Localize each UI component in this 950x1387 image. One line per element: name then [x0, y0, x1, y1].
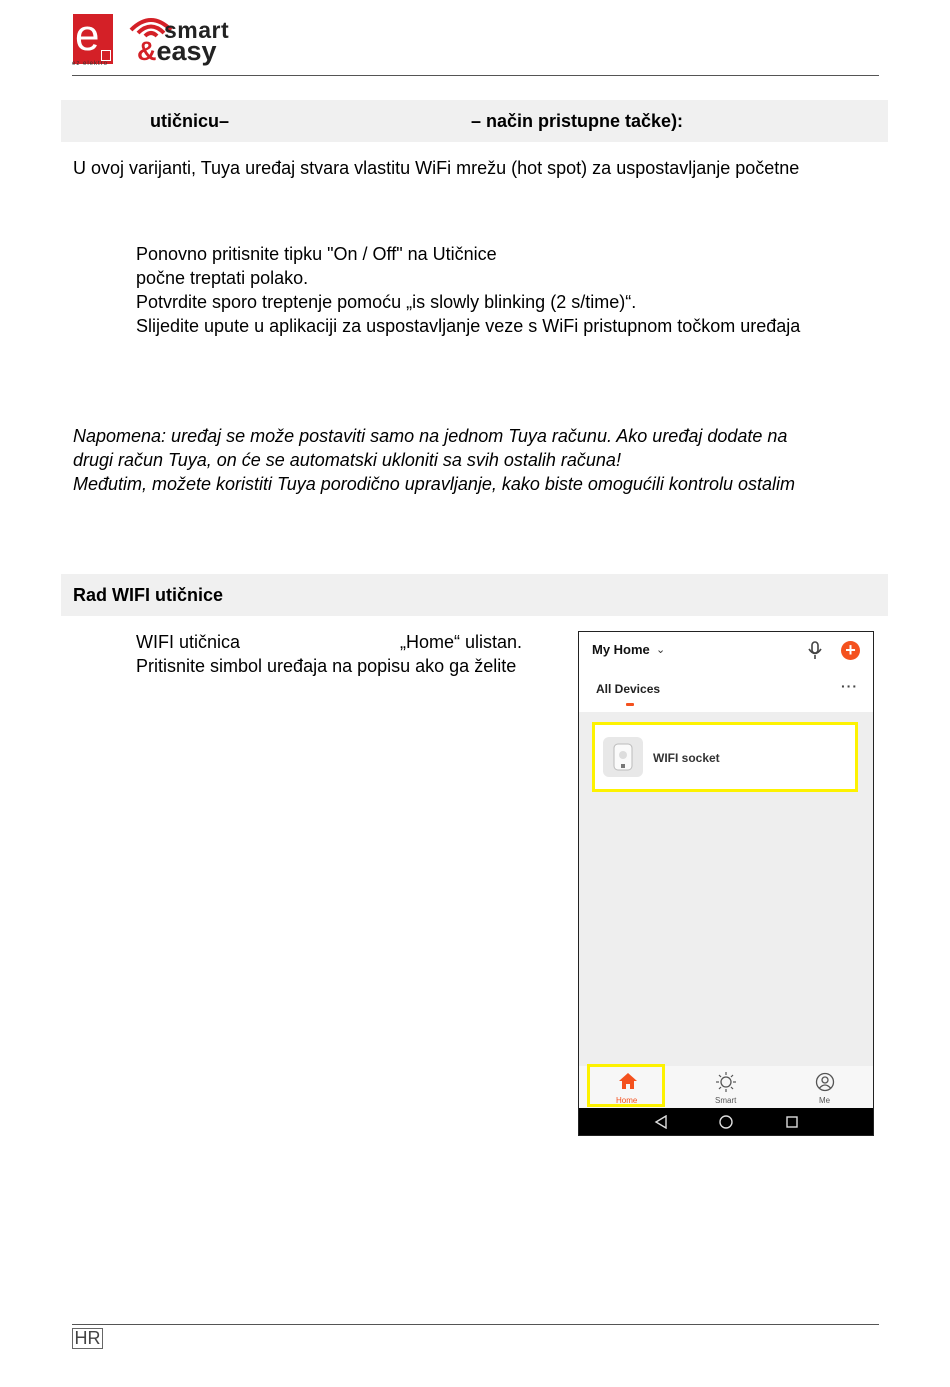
logo-subtext: ez elektro — [72, 61, 109, 67]
device-card[interactable] — [592, 722, 858, 792]
section2-line1-b: „Home“ ulistan. — [400, 632, 523, 652]
step-line: Slijedite upute u aplikaciji za uspostavljanje veze s WiFi pristupnom točkom uređaja — [136, 316, 801, 336]
socket-icon — [603, 737, 643, 777]
header-divider — [72, 75, 879, 76]
person-icon[interactable] — [815, 1072, 835, 1092]
tab-indicator — [626, 703, 634, 706]
footer-divider — [72, 1324, 879, 1325]
home-circle-icon[interactable] — [719, 1115, 733, 1129]
ez-elektro-logo — [73, 11, 113, 64]
more-icon[interactable]: ··· — [841, 678, 858, 694]
nav-label-me[interactable]: Me — [819, 1096, 831, 1105]
device-name: WIFI socket — [653, 751, 720, 765]
logo-letter: e — [75, 11, 100, 60]
step-line: Potvrdite sporo treptenje pomoću „is slowly blinking (2 s/time)“. — [136, 292, 637, 312]
home-title[interactable]: My Home — [592, 642, 650, 657]
brand-easy: easy — [156, 36, 217, 66]
section2-line2: Pritisnite simbol uređaja na popisu ako ga želite — [136, 656, 517, 676]
note-line: Međutim, možete koristiti Tuya porodično upravljanje, kako biste omogućili kontrolu ostalim — [73, 474, 795, 494]
section1-heading-part2: – način pristupne tačke): — [471, 111, 684, 131]
recents-icon[interactable] — [785, 1115, 799, 1129]
nav-label-smart[interactable]: Smart — [715, 1096, 737, 1105]
tab-all-devices[interactable]: All Devices — [596, 682, 661, 696]
nav-label-home[interactable]: Home — [616, 1096, 638, 1105]
add-device-button[interactable]: + — [841, 641, 860, 660]
microphone-icon[interactable] — [807, 640, 823, 660]
android-system-bar — [579, 1108, 873, 1136]
app-screenshot — [578, 631, 874, 1136]
step-line: Ponovno pritisnite tipku "On / Off" na Utičnice — [136, 244, 497, 264]
section1-intro: U ovoj varijanti, Tuya uređaj stvara vlastitu WiFi mrežu (hot spot) za uspostavljanje početne — [73, 158, 800, 178]
back-icon[interactable] — [654, 1115, 668, 1129]
section2-line1-a: WIFI utičnica — [136, 632, 241, 652]
section1-heading-part1: utičnicu– — [150, 111, 230, 131]
logo-box — [101, 50, 111, 61]
note-line: Napomena: uređaj se može postaviti samo na jednom Tuya računu. Ako uređaj dodate na — [73, 426, 788, 446]
step-line: počne treptati polako. — [136, 268, 309, 288]
home-highlight — [587, 1064, 665, 1107]
brand-ampersand: & — [137, 36, 157, 66]
sun-icon[interactable] — [716, 1072, 736, 1092]
section2-heading: Rad WIFI utičnice — [73, 585, 224, 605]
language-label: HR — [72, 1328, 103, 1349]
brand-smart: smart — [164, 17, 230, 43]
brand-easy-line — [137, 36, 217, 67]
note-line: drugi račun Tuya, on će se automatski ukloniti sa svih ostalih računa! — [73, 450, 621, 470]
chevron-down-icon[interactable]: ⌄ — [656, 644, 666, 656]
